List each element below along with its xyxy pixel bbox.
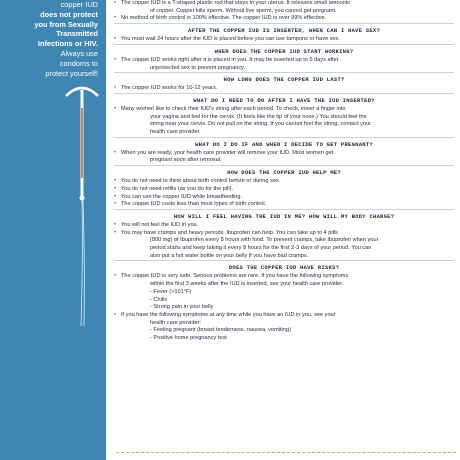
bullet-item: • Many women like to check their IUD's string after each period. To check, insert a finger into (114, 106, 454, 114)
bullet-item: • You do not need to think about birth control before or during sex. (114, 178, 454, 186)
section-heading: DOES THE COPPER IUD HAVE RISKS? (228, 264, 340, 272)
bullet-item: - Feeling pregnant (breast tenderness, nausea, vomiting) (150, 327, 291, 334)
sidebar-line: Infections or HIV. (37, 39, 98, 49)
main-content (114, 0, 454, 448)
bullet-list (114, 85, 454, 93)
section-heading: HOW WILL I FEEL HAVING THE IUD IN ME? HOW WILL MY BODY CHANGE? (173, 212, 395, 220)
iud-device-illustration (62, 78, 102, 328)
bullet-item: • You can use the copper IUD while breastfeeding. (114, 194, 454, 202)
bullet-list (114, 150, 454, 165)
bullet-item: - Strong pain in your belly (150, 304, 214, 311)
sidebar-line: protect yourself! (45, 68, 98, 78)
faq-section (114, 23, 454, 44)
bullet-item: • The copper IUD is very safe. Serious problems are rare. If you have the following symptoms (114, 273, 454, 281)
bullet-list (114, 0, 454, 23)
bullet-item: period starts and keep taking it every 8 hours for the first 2-3 days of your period. You can (150, 245, 372, 252)
faq-section (114, 165, 454, 209)
faq-section (114, 0, 454, 23)
section-heading: WHEN DOES THE COPPER IUD START WORKING? (214, 47, 354, 55)
faq-section (114, 44, 454, 72)
dashed-divider (116, 452, 456, 453)
bullet-item: - Positive home pregnancy test (150, 335, 227, 342)
bullet-item: your vagina and feel for the cervix. (It feels like the tip of your nose.) You should feel the (150, 113, 367, 120)
sidebar-line: Transmitted (56, 29, 98, 39)
bullet-item: • The copper IUD is a T-shaped plastic rod that stays in your uterus. It releases small amounts (114, 0, 454, 8)
bullet-item: pregnant soon after removal. (150, 157, 222, 164)
bullet-item: • When you are ready, your health care provider will remove your IUD. Most women get (114, 150, 454, 158)
section-heading: WHAT DO I NEED TO DO AFTER I HAVE THE IUD INSERTED? (193, 96, 375, 104)
section-heading: HOW DOES THE COPPER IUD HELP ME? (227, 169, 341, 177)
bullet-item: of copper. Copper kills sperm. Without live sperm, you cannot get pregnant. (150, 7, 337, 14)
bullet-item: • The copper IUD works for 10-12 years. (114, 85, 454, 93)
bullet-item: health care provider. (150, 129, 201, 136)
sidebar-line: condoms to (59, 58, 98, 68)
bullet-item: • The copper IUD works right after it is placed in you. It may be inserted up to 5 days after (114, 57, 454, 65)
faq-section (114, 260, 454, 342)
bullet-item: • If you have the following symptoms at any time while you have an IUD in you, see your (114, 312, 454, 320)
faq-section (114, 137, 454, 165)
bullet-item: • You do not need refills (as you do for the pill). (114, 186, 454, 194)
bullet-list (114, 178, 454, 209)
faq-section (114, 72, 454, 93)
section-heading: AFTER THE COPPER IUD IS INSERTED, WHEN CAN I HAVE SEX? (187, 27, 381, 35)
bullet-item: - Fever (>101°F) (150, 288, 192, 295)
bullet-list (114, 57, 454, 72)
bullet-list (114, 222, 454, 261)
bullet-item: health care provider: (150, 319, 201, 326)
bullet-item: string near your cervix. Do not pull on the string. If you cannot feel the string, contact your (150, 121, 372, 128)
sidebar-warning-text (8, 0, 98, 78)
bullet-item: • You must wait 24 hours after the IUD is placed before you can use tampons or have sex. (114, 36, 454, 44)
sidebar-line: you from Sexually (34, 19, 98, 29)
sidebar-line: copper IUD (60, 0, 98, 9)
faq-section (114, 93, 454, 137)
bullet-item: within the first 3 weeks after the IUD is inserted, see your health care provider: (150, 281, 344, 288)
bullet-list (114, 36, 454, 44)
section-heading: WHAT DO I DO IF AND WHEN I DECIDE TO GET PREGNANT? (195, 140, 373, 148)
bullet-item: • The copper IUD costs less than most types of birth control. (114, 201, 454, 209)
bullet-list (114, 273, 454, 342)
sidebar-panel (0, 0, 106, 460)
bullet-item: (800 mg) of Ibuprofen every 8 hours with food. To prevent cramps, take Ibuprofen when your (150, 237, 379, 244)
bullet-item: - Chills (150, 296, 168, 303)
bullet-item: • You may have cramps and heavy periods. Ibuprofen can help. You can take up to 4 pills (114, 230, 454, 238)
section-heading: HOW LONG DOES THE COPPER IUD LAST? (223, 76, 345, 84)
faq-section (114, 209, 454, 261)
bullet-list (114, 106, 454, 137)
bullet-item: • No method of birth control is 100% effective. The copper IUD is over 99% effective. (114, 15, 454, 23)
bullet-item: also put a hot water bottle on your belly if you have bad cramps. (150, 252, 309, 259)
sidebar-line: Always use (60, 48, 98, 58)
bullet-item: unprotected sex to prevent pregnancy. (150, 64, 246, 71)
sidebar-line: does not protect (40, 9, 98, 19)
bullet-item: • You will not feel the IUD in you. (114, 222, 454, 230)
